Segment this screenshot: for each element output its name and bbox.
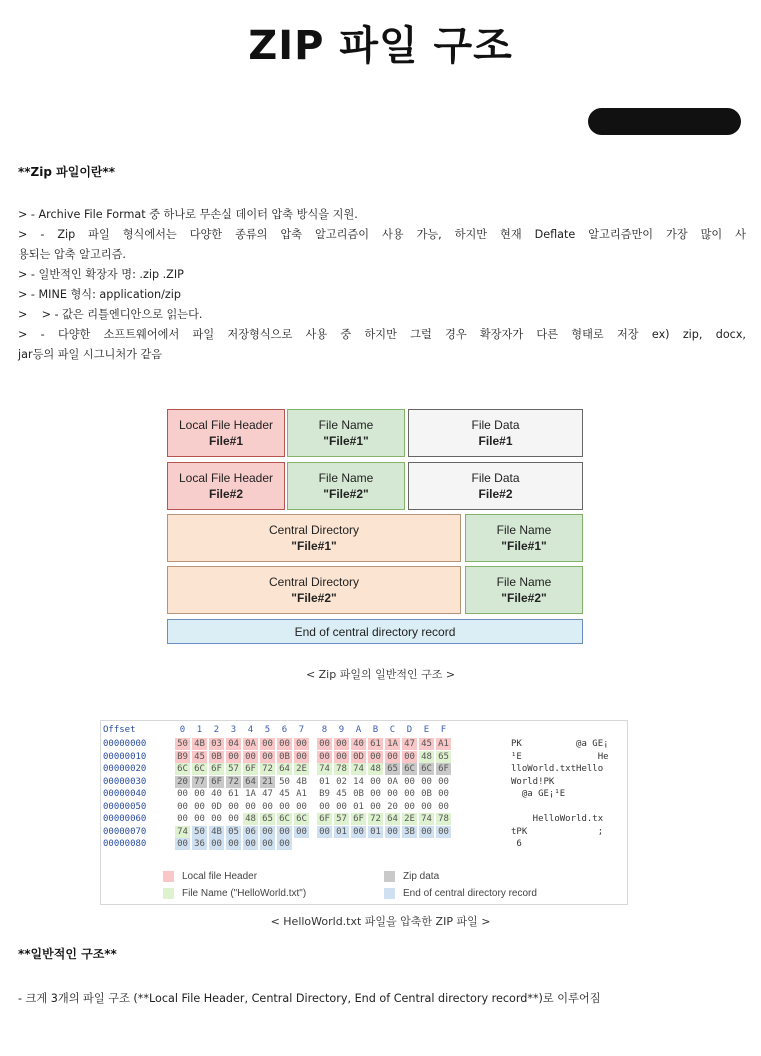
hex-byte: 72 (368, 813, 383, 825)
hex-byte: 6F (243, 763, 258, 775)
legend-zipdata (384, 871, 439, 882)
offset-header: Offset (103, 725, 136, 735)
hex-byte: 74 (175, 826, 190, 838)
hex-byte: 45 (192, 751, 207, 763)
hex-byte: 4B (209, 826, 224, 838)
hex-byte: 00 (404, 801, 415, 812)
column-header: 8 (321, 725, 328, 735)
hex-byte: 00 (385, 826, 400, 838)
box-label: File Data (471, 471, 520, 485)
hex-byte: 40 (211, 789, 222, 799)
diagram-local-header-2 (167, 462, 285, 510)
hex-byte: 6F (317, 813, 332, 825)
hex-byte: 00 (262, 801, 273, 812)
hex-byte: 6F (351, 813, 366, 825)
hex-offset: 00000070 (103, 826, 147, 837)
hex-byte: 6C (402, 763, 417, 775)
hex-byte: 00 (260, 738, 275, 750)
hex-byte: 00 (245, 801, 256, 812)
hex-byte: 20 (387, 801, 398, 812)
diagram-cd-file-name-1 (465, 514, 583, 562)
hex-byte: 45 (336, 789, 347, 799)
hex-byte: A1 (436, 738, 451, 750)
legend-swatch (384, 888, 395, 899)
box-label: File Name (318, 471, 374, 485)
hex-byte: 0D (351, 751, 366, 763)
structure-description (18, 989, 746, 1009)
hex-byte: 00 (319, 801, 330, 812)
hex-byte: 6F (209, 776, 224, 788)
box-sublabel: File#1 (478, 434, 513, 448)
hex-byte: 00 (277, 738, 292, 750)
zip-description (18, 205, 746, 365)
hex-byte: 0B (209, 751, 224, 763)
hex-byte: 00 (194, 801, 205, 812)
diagram-caption: < Zip 파일의 일반적인 구조 > (305, 668, 456, 681)
page-title: ZIP 파일 구조 (248, 23, 513, 69)
hex-byte: 57 (334, 813, 349, 825)
hex-byte: 6C (192, 763, 207, 775)
hex-byte: 50 (175, 738, 190, 750)
hex-byte: 00 (336, 801, 347, 812)
hex-byte: 64 (385, 813, 400, 825)
hex-byte: 74 (351, 763, 366, 775)
hex-byte: 00 (175, 838, 190, 850)
legend-swatch (163, 888, 174, 899)
hex-byte: 4B (192, 738, 207, 750)
hex-ascii: World!PK (511, 776, 555, 787)
redacted-block (588, 108, 741, 135)
hex-offset: 00000040 (103, 789, 147, 799)
hex-byte: 48 (243, 813, 258, 825)
hex-ascii: HelloWorld.tx (511, 814, 604, 824)
column-header: 0 (179, 725, 186, 735)
box-label: Central Directory (268, 575, 360, 589)
hex-byte: 00 (387, 789, 398, 799)
hex-byte: 00 (211, 814, 222, 824)
hex-byte: 57 (226, 763, 241, 775)
hex-byte: 00 (385, 751, 400, 763)
box-sublabel: "File#2" (323, 487, 369, 501)
diagram-central-directory-2 (167, 566, 461, 614)
hex-byte: 05 (226, 826, 241, 838)
hex-byte: 0B (277, 751, 292, 763)
box-sublabel: "File#1" (291, 539, 337, 553)
hex-byte: 00 (421, 776, 432, 787)
hex-byte: 00 (260, 826, 275, 838)
box-sublabel: File#2 (208, 487, 244, 501)
hex-offset: 00000020 (103, 764, 147, 774)
box-label: File Name (496, 523, 552, 537)
hex-byte: 4B (296, 776, 307, 787)
hex-byte: 2E (402, 813, 417, 825)
hex-ascii: @a GE¡¹E (511, 789, 566, 799)
hex-byte: 6C (277, 813, 292, 825)
hex-byte: 00 (243, 751, 258, 763)
section-heading-structure: **일반적인 구조** (18, 947, 117, 961)
box-sublabel: "File#2" (291, 591, 337, 605)
column-header: C (389, 725, 396, 735)
box-label: Local File Header (178, 418, 274, 432)
hex-byte: 00 (279, 801, 290, 812)
zip-structure-diagram (165, 407, 585, 647)
legend-local (163, 871, 257, 882)
structure-line: - 크게 3개의 파일 구조 (**Local File Header, Central Directory, End of Central directory record**)로 이루어짐 (18, 992, 601, 1005)
hex-byte: 36 (192, 838, 207, 850)
hex-byte: 00 (177, 789, 188, 799)
hex-byte: 61 (228, 789, 239, 799)
hex-byte: 40 (351, 738, 366, 750)
hex-byte: 47 (402, 738, 417, 750)
hex-byte: 00 (226, 838, 241, 850)
hex-byte: 03 (209, 738, 224, 750)
column-header: 4 (247, 725, 254, 735)
desc-line: > > - 값은 리틀엔디안으로 읽는다. (18, 308, 203, 321)
hex-byte: 00 (260, 838, 275, 850)
hex-offset: 00000010 (103, 751, 147, 762)
hex-byte: 00 (370, 776, 381, 787)
hex-byte: 78 (334, 763, 349, 775)
hex-byte: 48 (368, 763, 383, 775)
column-header: 3 (230, 725, 237, 735)
box-label: File Name (496, 575, 552, 589)
hex-byte: 00 (226, 751, 241, 763)
diagram-local-header-1 (167, 409, 285, 457)
desc-line: 용되는 압축 알고리즘. (18, 248, 126, 261)
legend-swatch (384, 871, 395, 882)
box-label: File Data (471, 418, 520, 432)
desc-line: > - Zip 파일 형식에서는 다양한 종류의 압축 알고리즘이 사용 가능, 하지만 현재 Deflate 알고리즘만이 가장 많이 사 (18, 228, 746, 241)
diagram-eocd (167, 619, 583, 644)
diagram-file-data-1 (408, 409, 583, 457)
hex-ascii: lloWorld.txtHello (511, 764, 604, 774)
hex-byte: 00 (438, 776, 449, 787)
hex-byte: 0B (421, 789, 432, 799)
hex-byte: 50 (279, 776, 290, 787)
hex-byte: 00 (419, 826, 434, 838)
hex-byte: 00 (194, 814, 205, 824)
box-sublabel: File#1 (208, 434, 244, 448)
legend-label: Local file Header (182, 871, 258, 883)
hex-byte: 1A (245, 789, 256, 799)
hex-byte: 00 (260, 751, 275, 763)
hex-byte: 00 (294, 738, 309, 750)
hex-byte: 72 (226, 776, 241, 788)
hex-byte: 6F (209, 763, 224, 775)
hex-byte: 00 (317, 751, 332, 763)
column-header: 7 (298, 725, 305, 735)
hex-byte: A1 (296, 789, 307, 799)
hex-byte: 74 (317, 763, 332, 775)
hex-byte: 00 (404, 789, 415, 799)
legend-swatch (163, 871, 174, 882)
hex-byte: 65 (385, 763, 400, 775)
hex-byte: 00 (277, 826, 292, 838)
column-header: 6 (281, 725, 288, 735)
hex-byte: 47 (262, 789, 273, 799)
column-header: D (406, 725, 413, 735)
hex-byte: 21 (260, 776, 275, 788)
hex-byte: 65 (436, 751, 451, 763)
hex-byte: 00 (294, 751, 309, 763)
column-header: E (423, 725, 430, 735)
box-sublabel: "File#1" (501, 539, 547, 553)
hex-offset: 00000030 (103, 776, 147, 787)
diagram-file-name-1 (287, 409, 405, 457)
hex-byte: 6C (419, 763, 434, 775)
hex-byte: 45 (419, 738, 434, 750)
hex-byte: 74 (419, 813, 434, 825)
hex-byte: 00 (194, 789, 205, 799)
column-header: 1 (196, 725, 203, 735)
hex-byte: 77 (192, 776, 207, 788)
hex-byte: 00 (351, 826, 366, 838)
hex-byte: 00 (296, 801, 307, 812)
box-label: Local File Header (178, 471, 274, 485)
column-header: F (440, 725, 447, 735)
hex-byte: 00 (334, 751, 349, 763)
hex-byte: 00 (438, 789, 449, 799)
legend-filename (163, 888, 306, 899)
hex-byte: 01 (368, 826, 383, 838)
hex-offset: 00000060 (103, 814, 147, 824)
box-label: File Name (318, 418, 374, 432)
column-header: A (355, 725, 362, 735)
hex-byte: 06 (243, 826, 258, 838)
hex-byte: 61 (368, 738, 383, 750)
hex-byte: 00 (177, 801, 188, 812)
column-header: B (372, 725, 379, 735)
hex-byte: B9 (319, 789, 330, 799)
legend-label: Zip data (403, 871, 440, 883)
hex-byte: 0A (387, 776, 398, 787)
desc-line: > - 일반적인 확장자 명: .zip .ZIP (18, 268, 184, 281)
hex-byte: 00 (334, 738, 349, 750)
hex-byte: 04 (226, 738, 241, 750)
hex-byte: 00 (438, 801, 449, 812)
hex-byte: 6C (175, 763, 190, 775)
diagram-central-directory-1 (167, 514, 461, 562)
hex-byte: 64 (243, 776, 258, 788)
column-header: 9 (338, 725, 345, 735)
hex-byte: 00 (228, 801, 239, 812)
column-header: 5 (264, 725, 271, 735)
hex-offset: 00000050 (103, 801, 147, 812)
diagram-file-data-2 (408, 462, 583, 510)
hex-byte: 00 (317, 826, 332, 838)
hex-ascii: tPK ; (511, 826, 604, 837)
box-sublabel: File#2 (478, 487, 513, 501)
hex-byte: 14 (353, 776, 364, 787)
hex-byte: 00 (277, 838, 292, 850)
hex-byte: 00 (370, 801, 381, 812)
hex-byte: 00 (404, 776, 415, 787)
box-label: Central Directory (268, 523, 360, 537)
desc-line: > - 다양한 소프트웨어에서 파일 저장형식으로 사용 중 하지만 그럴 경우 확장자가 다른 형태로 저장 ex) zip, docx, (18, 328, 746, 341)
hex-ascii: ¹E He (511, 751, 609, 762)
hex-byte: 78 (436, 813, 451, 825)
hex-byte: 00 (368, 751, 383, 763)
hex-byte: 0B (353, 789, 364, 799)
hex-byte: 00 (243, 838, 258, 850)
hex-byte: 50 (192, 826, 207, 838)
hex-byte: 00 (402, 751, 417, 763)
hex-byte: 64 (277, 763, 292, 775)
hex-offset: 00000080 (103, 839, 147, 849)
hex-byte: 00 (294, 826, 309, 838)
hex-byte: 65 (260, 813, 275, 825)
hex-byte: 00 (436, 826, 451, 838)
hex-byte: 01 (319, 776, 330, 787)
box-sublabel: "File#1" (323, 434, 369, 448)
hex-byte: 02 (336, 776, 347, 787)
hex-byte: 1A (385, 738, 400, 750)
hex-byte: 0A (243, 738, 258, 750)
desc-line: > - MINE 형식: application/zip (18, 288, 181, 301)
hex-byte: 45 (279, 789, 290, 799)
diagram-file-name-2 (287, 462, 405, 510)
column-header: 2 (213, 725, 220, 735)
legend-label: End of central directory record (403, 888, 537, 900)
hex-byte: 0D (211, 801, 222, 812)
hex-byte: 48 (419, 751, 434, 763)
hex-byte: 6F (436, 763, 451, 775)
hex-byte: 00 (209, 838, 224, 850)
diagram-cd-file-name-2 (465, 566, 583, 614)
legend-eocd (384, 888, 537, 899)
hex-byte: 00 (421, 801, 432, 812)
box-sublabel: "File#2" (501, 591, 547, 605)
hex-ascii: 6 (511, 839, 522, 849)
hex-byte: 00 (370, 789, 381, 799)
desc-line: jar등의 파일 시그니처가 같음 (18, 348, 163, 361)
hex-byte: 2E (294, 763, 309, 775)
hex-byte: 72 (260, 763, 275, 775)
desc-line: > - Archive File Format 중 하나로 무손실 데이터 압축 방식을 지원. (18, 208, 358, 221)
legend-label: File Name ("HelloWorld.txt") (182, 888, 307, 900)
hex-byte: 20 (175, 776, 190, 788)
hex-offset: 00000000 (103, 739, 147, 749)
hex-byte: 01 (334, 826, 349, 838)
hex-ascii: PK @a GE¡ (511, 739, 609, 749)
section-heading-zip: **Zip 파일이란** (18, 165, 116, 179)
hex-caption: < HelloWorld.txt 파일을 압축한 ZIP 파일 > (270, 915, 491, 928)
hex-dump-figure (100, 720, 628, 905)
hex-byte: 00 (317, 738, 332, 750)
hex-byte: 00 (228, 814, 239, 824)
hex-byte: 3B (402, 826, 417, 838)
hex-byte: 6C (294, 813, 309, 825)
hex-byte: 01 (353, 801, 364, 812)
hex-byte: B9 (175, 751, 190, 763)
hex-byte: 00 (177, 814, 188, 824)
box-label: End of central directory record (294, 624, 456, 639)
